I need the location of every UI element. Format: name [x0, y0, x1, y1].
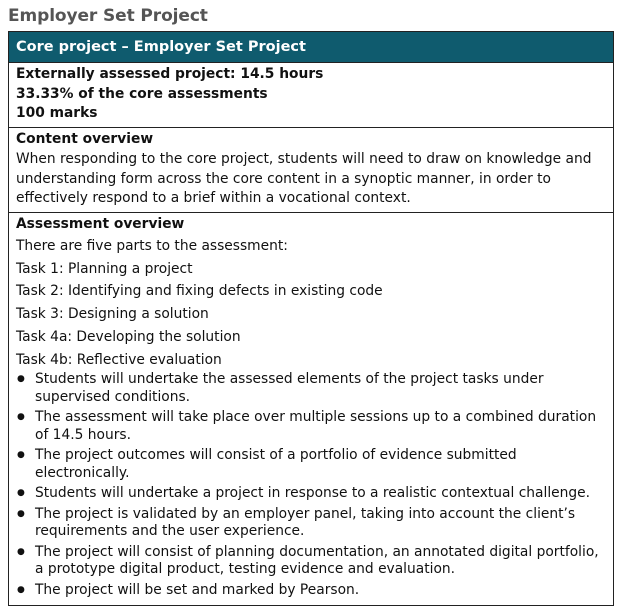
bullet-item	[16, 582, 606, 600]
bullet-line: ● The project will be set and marked by Pearson.	[35, 581, 360, 598]
assessment-bullet-list	[16, 371, 606, 599]
task-item: Task 4b: Reflective evaluation	[16, 351, 222, 368]
bullet-line: a prototype digital product, testing evidence and evaluation.	[35, 561, 456, 578]
spec-table	[8, 31, 614, 606]
content-overview-line: effectively respond to a brief within a vocational context.	[16, 190, 411, 206]
bullet-item	[16, 371, 606, 406]
bullet-item	[16, 409, 606, 444]
bullet-line: ● Students will undertake a project in response to a realistic contextual challenge.	[35, 485, 591, 502]
summary-section	[9, 63, 613, 128]
assessment-intro: There are five parts to the assessment:	[16, 238, 288, 254]
task-item: Task 3: Designing a solution	[16, 306, 209, 323]
content-overview-title: Content overview	[16, 130, 154, 147]
bullet-line: ● The project is validated by an employer panel, taking into account the client’s	[35, 505, 576, 522]
content-overview-line: When responding to the core project, students will need to draw on knowledge and	[16, 151, 592, 167]
task-item: Task 2: Identifying and fixing defects in existing code	[16, 283, 383, 300]
table-header: Core project – Employer Set Project	[9, 32, 613, 63]
bullet-line: ● Students will undertake the assessed elements of the project tasks under	[35, 371, 544, 388]
bullet-line: ● The project outcomes will consist of a portfolio of evidence submitted electronically.	[35, 447, 517, 481]
assessment-overview-title: Assessment overview	[16, 215, 185, 232]
page-title: Employer Set Project	[8, 6, 208, 26]
assessment-duration: Externally assessed project: 14.5 hours	[16, 66, 324, 82]
content-overview-line: understanding form across the core content in a synoptic manner, in order to	[16, 170, 551, 187]
bullet-item	[16, 485, 606, 503]
assessment-weighting: 33.33% of the core assessments	[16, 85, 268, 102]
assessment-overview-section	[9, 213, 613, 606]
bullet-line: supervised conditions.	[35, 388, 191, 405]
content-overview-section	[9, 128, 613, 213]
task-item: Task 1: Planning a project	[16, 260, 193, 277]
task-item: Task 4a: Developing the solution	[16, 328, 241, 345]
bullet-item	[16, 544, 606, 579]
bullet-item	[16, 506, 606, 541]
bullet-line: ● The project will consist of planning documentation, an annotated digital portfolio,	[35, 543, 599, 560]
bullet-item	[16, 447, 606, 482]
assessment-marks: 100 marks	[16, 105, 98, 121]
bullet-line: requirements and the user experience.	[35, 523, 305, 540]
bullet-line: of 14.5 hours.	[35, 426, 131, 443]
bullet-line: ● The assessment will take place over multiple sessions up to a combined duration	[35, 409, 597, 426]
